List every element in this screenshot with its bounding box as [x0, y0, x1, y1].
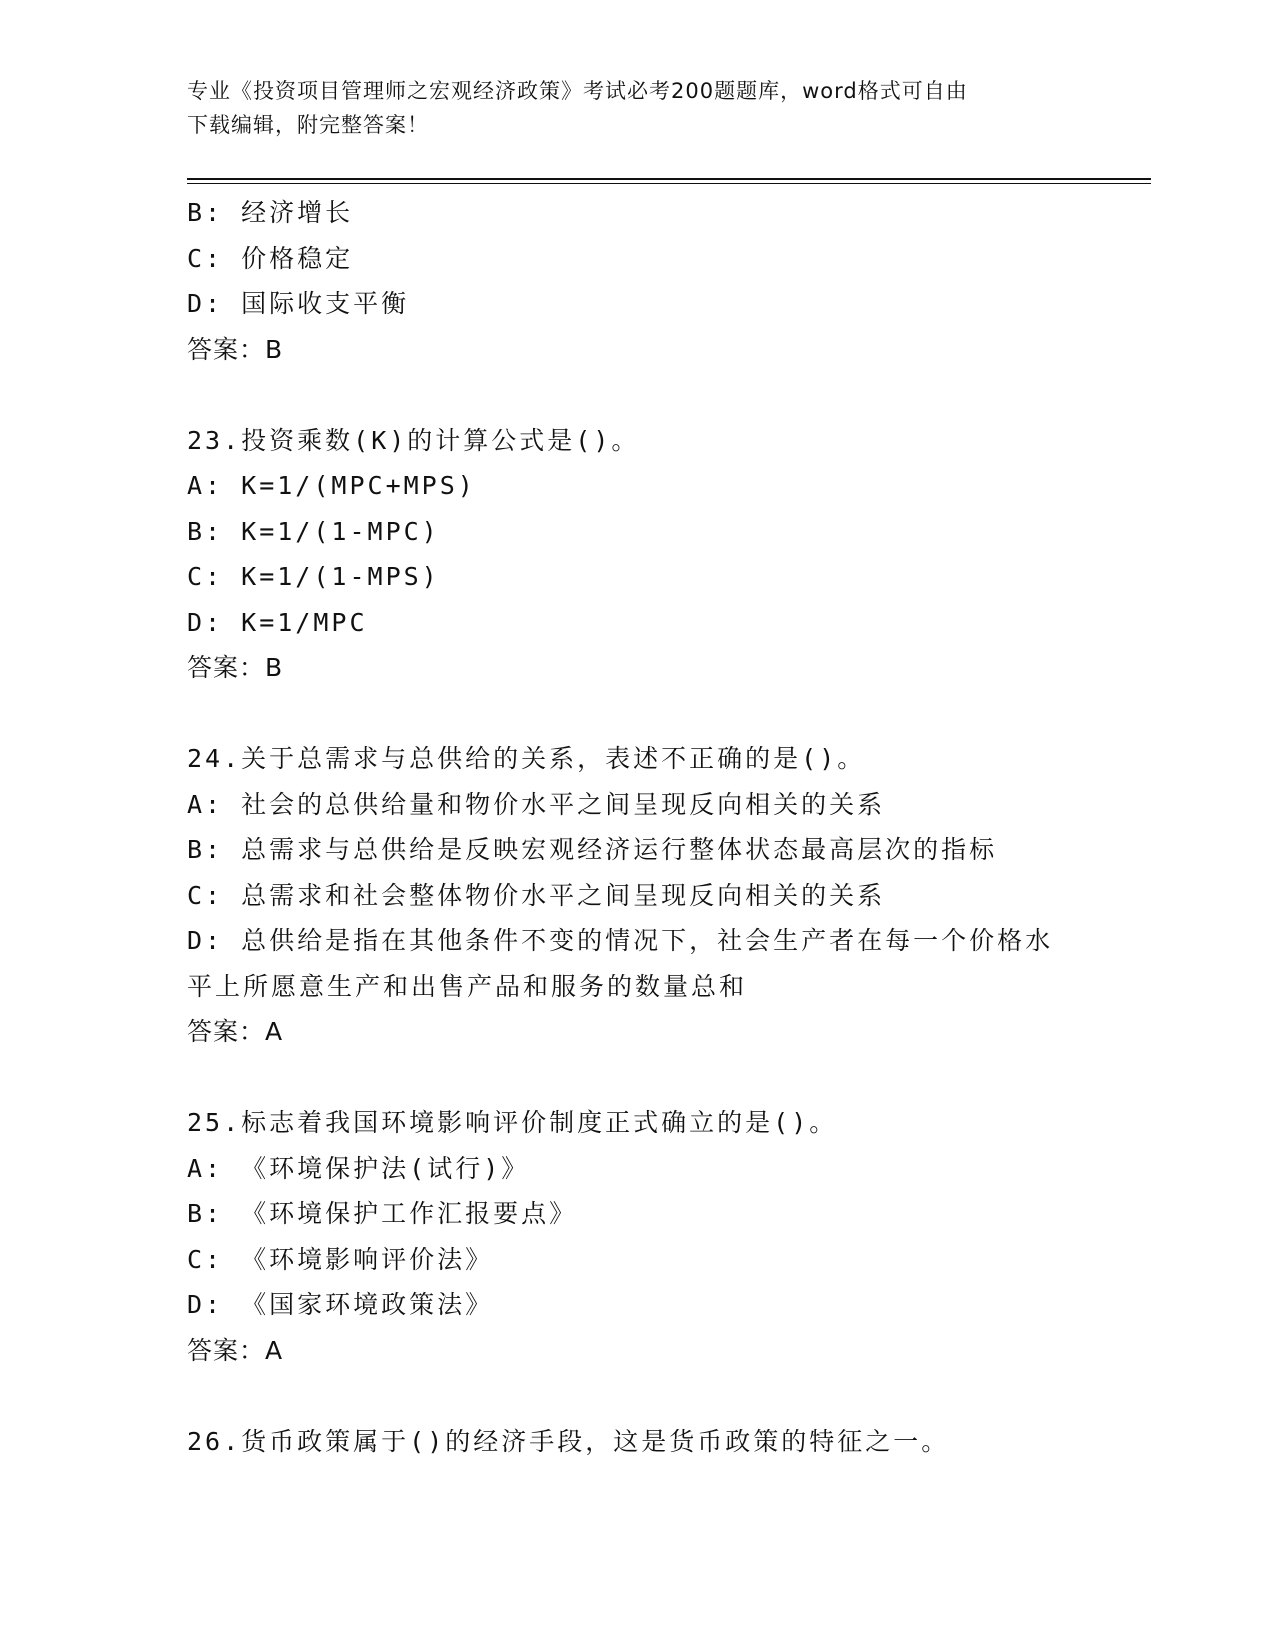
option-d: D: 总供给是指在其他条件不变的情况下，社会生产者在每一个价格水平上所愿意生产和出售产品和服务的数量总和	[187, 926, 1054, 1001]
question-block-24	[187, 736, 1087, 1055]
header-line-1: 专业《投资项目管理师之宏观经济政策》考试必考200题题库，word格式可自由	[187, 79, 968, 103]
question-text: 24.关于总需求与总供给的关系，表述不正确的是()。	[187, 744, 866, 773]
option-c: C: 《环境影响评价法》	[187, 1244, 494, 1274]
spacer	[187, 1055, 1087, 1101]
option-b: B: 《环境保护工作汇报要点》	[187, 1199, 578, 1228]
option-c: C: K=1/(1-MPS)	[187, 562, 440, 591]
document-header	[187, 74, 1087, 142]
question-block-23	[187, 418, 1087, 691]
header-line-2: 下载编辑，附完整答案！	[187, 113, 429, 137]
question-text: 23.投资乘数(K)的计算公式是()。	[187, 425, 640, 455]
option-a: A: 《环境保护法(试行)》	[187, 1153, 530, 1183]
answer-label: 答案：A	[187, 1017, 284, 1046]
option-c: C: 价格稳定	[187, 243, 354, 273]
option-d: D: 国际收支平衡	[187, 289, 410, 318]
header-rule-thin	[187, 183, 1151, 184]
spacer	[187, 1373, 1087, 1419]
answer-label: 答案：A	[187, 1335, 284, 1365]
option-c: C: 总需求和社会整体物价水平之间呈现反向相关的关系	[187, 880, 886, 910]
question-block-26	[187, 1419, 1087, 1465]
question-block-25	[187, 1100, 1087, 1373]
option-b: B: K=1/(1-MPC)	[187, 516, 440, 546]
header-rule-thick	[187, 178, 1151, 180]
option-d: D: K=1/MPC	[187, 607, 368, 637]
option-a: A: K=1/(MPC+MPS)	[187, 471, 476, 500]
answer-label: 答案：B	[187, 653, 284, 682]
question-list	[187, 190, 1087, 1464]
question-text: 25.标志着我国环境影响评价制度正式确立的是()。	[187, 1108, 838, 1137]
option-a: A: 社会的总供给量和物价水平之间呈现反向相关的关系	[187, 789, 886, 819]
question-block-prev	[187, 190, 1087, 372]
option-b: B: 经济增长	[187, 198, 354, 227]
answer-label: 答案：B	[187, 334, 284, 364]
question-text: 26.货币政策属于()的经济手段，这是货币政策的特征之一。	[187, 1426, 950, 1456]
spacer	[187, 691, 1087, 737]
option-b: B: 总需求与总供给是反映宏观经济运行整体状态最高层次的指标	[187, 835, 998, 864]
option-d: D: 《国家环境政策法》	[187, 1290, 494, 1319]
spacer	[187, 372, 1087, 418]
